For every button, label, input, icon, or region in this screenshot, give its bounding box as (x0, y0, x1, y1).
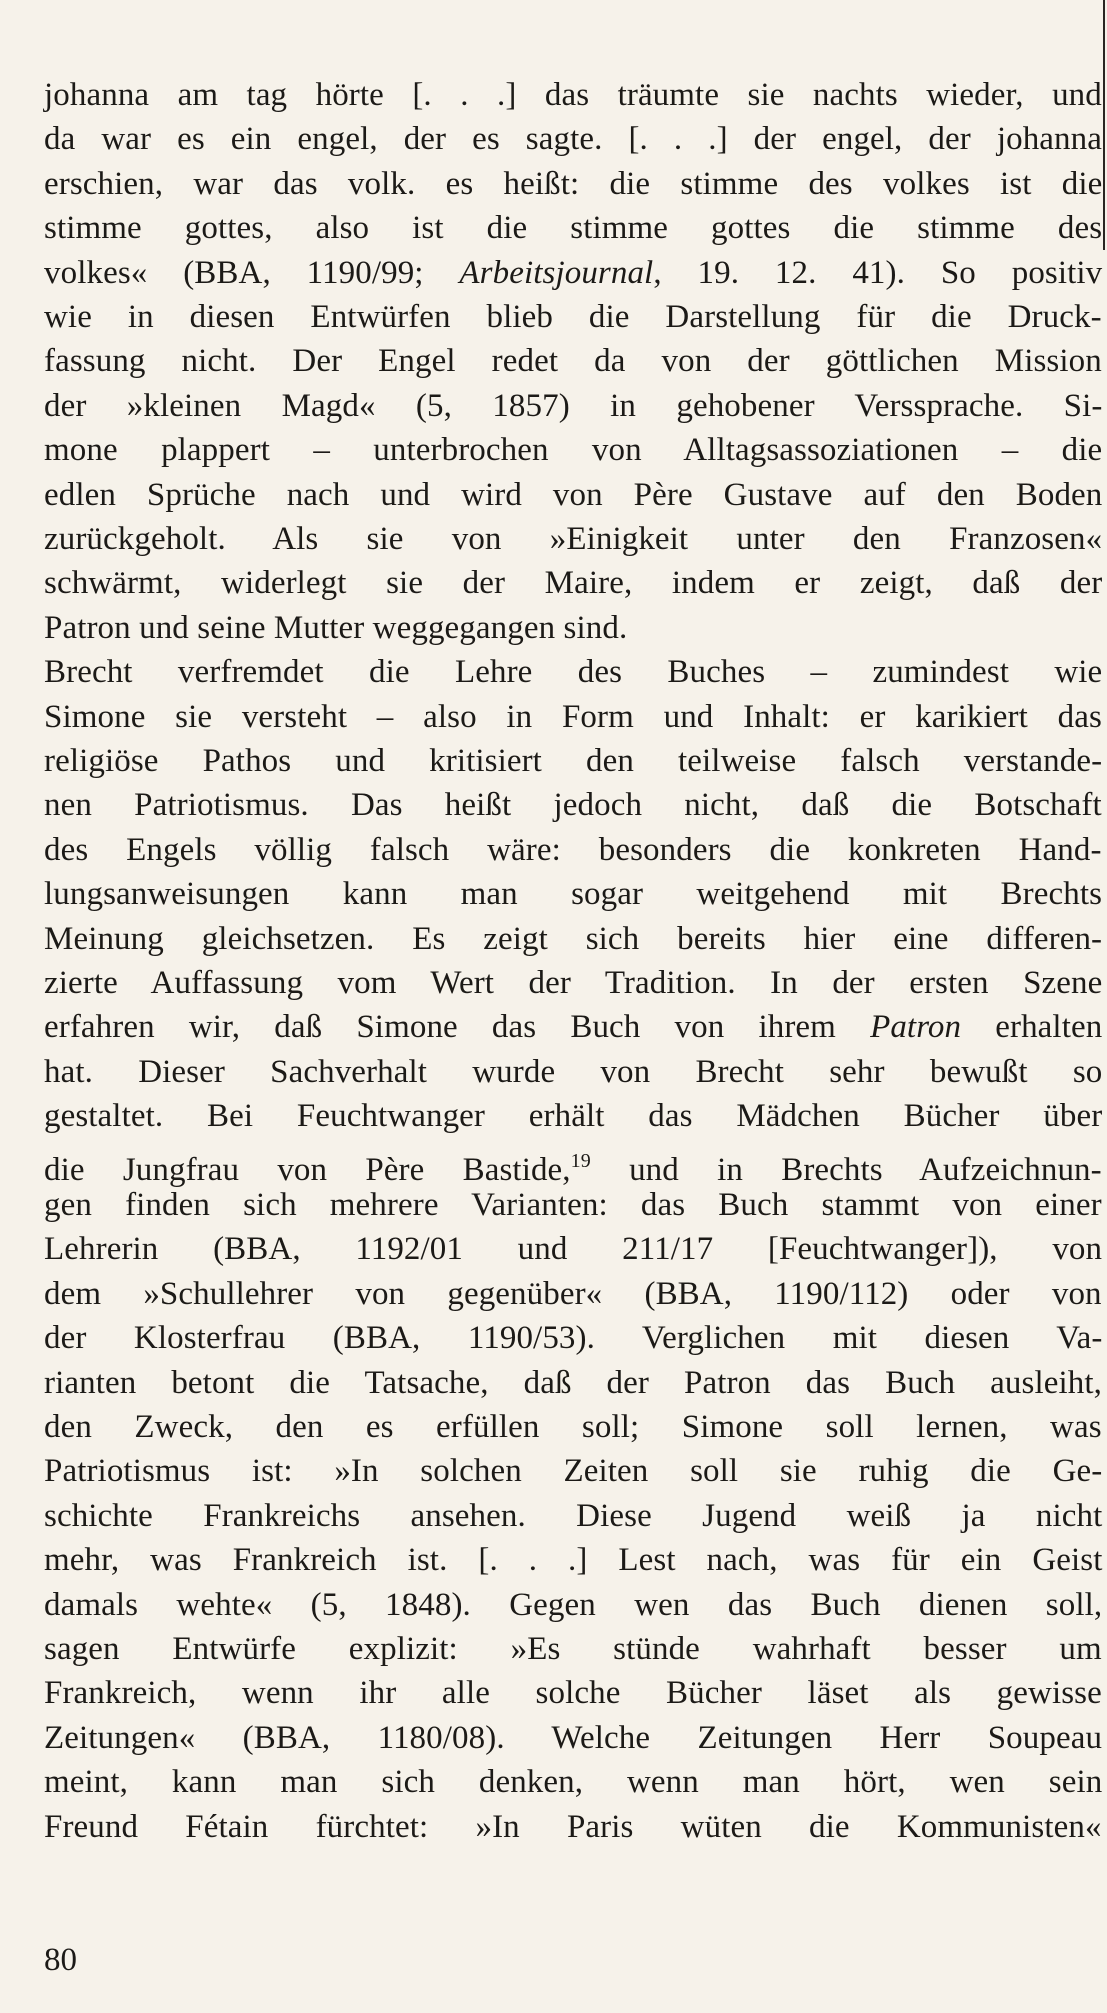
text-line: Meinung gleichsetzen. Es zeigt sich bereits hier eine differen- (44, 920, 1103, 957)
text-line: nen Patriotismus. Das heißt jedoch nicht, daß die Botschaft (44, 787, 1102, 824)
text-line: gestaltet. Bei Feuchtwanger erhält das Mädchen Bücher über (44, 1098, 1103, 1135)
text-line: meint, kann man sich denken, wenn man hört, wen sein (44, 1764, 1103, 1801)
text-line: Zeitungen« (BBA, 1180/08). Welche Zeitungen Herr Soupeau (44, 1719, 1103, 1756)
text-line: mone plappert – unterbrochen von Alltagsassoziationen – die (44, 432, 1103, 469)
text-line: edlen Sprüche nach und wird von Père Gustave auf den Boden (44, 476, 1103, 513)
footnote-marker: 19 (570, 1149, 591, 1172)
text-line: Patron und seine Mutter weggegangen sind. (44, 609, 628, 646)
text-line: schwärmt, widerlegt sie der Maire, indem er zeigt, daß der (44, 565, 1103, 602)
text-line: erschien, war das volk. es heißt: die stimme des volkes ist die (44, 165, 1103, 202)
text-line: da war es ein engel, der es sagte. [. . .] der engel, der johanna (44, 121, 1102, 158)
page-number: 80 (44, 1942, 77, 1978)
text-line: stimme gottes, also ist die stimme gottes die stimme des (44, 210, 1103, 247)
page-edge-rule (1103, 0, 1105, 250)
text-line: Brecht verfremdet die Lehre des Buches – zumindest wie (44, 654, 1103, 691)
text-line: die Jungfrau von Père Bastide,$^{19}$ und in Brechts Aufzeichnun- (44, 1149, 1102, 1188)
text-line: Freund Fétain fürchtet: »In Paris wüten die Kommunisten« (44, 1808, 1102, 1845)
text-line: Frankreich, wenn ihr alle solche Bücher läset als gewisse (44, 1675, 1102, 1712)
text-line: damals wehte« (5, 1848). Gegen wen das Buch dienen soll, (44, 1586, 1103, 1623)
text-line: des Engels völlig falsch wäre: besonders die konkreten Hand- (44, 831, 1102, 868)
italic-title: Arbeitsjournal (459, 254, 654, 291)
text-line: der »kleinen Magd« (5, 1857) in gehobener Verssprache. Si- (44, 387, 1103, 424)
text-line: zurückgeholt. Als sie von »Einigkeit unter den Franzosen« (44, 521, 1103, 557)
text-line: schichte Frankreichs ansehen. Diese Jugend weiß ja nicht (44, 1497, 1103, 1534)
text-line: Lehrerin (BBA, 1192/01 und 211/17 [Feuchtwanger]), von (44, 1231, 1103, 1268)
text-line: zierte Auffassung vom Wert der Tradition. In der ersten Szene (44, 965, 1103, 1001)
text-line: rianten betont die Tatsache, daß der Patron das Buch ausleiht, (44, 1364, 1102, 1401)
italic-word: Patron (870, 1009, 962, 1046)
text-line: johanna am tag hörte [. . .] das träumte sie nachts wieder, und (44, 77, 1102, 113)
text-line: Patriotismus ist: »In solchen Zeiten soll sie ruhig die Ge- (44, 1453, 1103, 1490)
text-line: erfahren wir, daß Simone das Buch von ihrem Patron erhalten (44, 1009, 1103, 1046)
text-line: Simone sie versteht – also in Form und Inhalt: er karikiert das (44, 698, 1102, 735)
text-line: fassung nicht. Der Engel redet da von der göttlichen Mission (44, 343, 1102, 380)
text-line: volkes« (BBA, 1190/99; Arbeitsjournal, 19. 12. 41). So positiv (44, 254, 1103, 291)
text-line: gen finden sich mehrere Varianten: das Buch stammt von einer (44, 1187, 1102, 1223)
text-line: den Zweck, den es erfüllen soll; Simone soll lernen, was (44, 1409, 1102, 1445)
text-line: hat. Dieser Sachverhalt wurde von Brecht sehr bewußt so (44, 1053, 1103, 1090)
text-line: dem »Schullehrer von gegenüber« (BBA, 1190/112) oder von (44, 1275, 1102, 1312)
text-line: wie in diesen Entwürfen blieb die Darstellung für die Druck- (44, 299, 1102, 335)
text-line: lungsanweisungen kann man sogar weitgehend mit Brechts (44, 876, 1103, 913)
text-line: der Klosterfrau (BBA, 1190/53). Verglichen mit diesen Va- (44, 1320, 1103, 1357)
text-line: mehr, was Frankreich ist. [. . .] Lest nach, was für ein Geist (44, 1542, 1103, 1579)
text-line: sagen Entwürfe explizit: »Es stünde wahrhaft besser um (44, 1631, 1102, 1667)
text-line: religiöse Pathos und kritisiert den teilweise falsch verstande- (44, 743, 1103, 779)
